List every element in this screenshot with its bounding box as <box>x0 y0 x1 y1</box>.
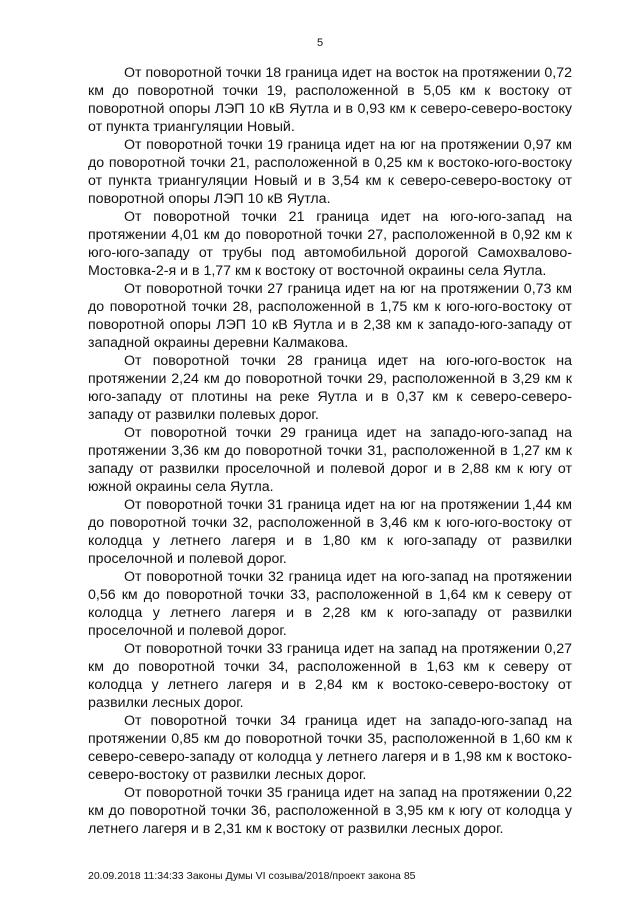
paragraph: От поворотной точки 28 граница идет на юго-юго-восток на протяжении 2,24 км до поворотной точки 29, расположенной в 3,29 км к юго-западу от плотины на реке Яутла и в 0,37 км к северо-северо-западу от развилки полевых дорог. <box>88 353 572 423</box>
page-footer: 20.09.2018 11:34:33 Законы Думы VI созыва/2018/проект закона 85 <box>88 870 416 882</box>
paragraph: От поворотной точки 32 граница идет на юго-запад на протяжении 0,56 км до поворотной точки 33, расположенной в 1,64 км к северу от колодца у летнего лагеря и в 2,28 км к юго-западу от развилки проселочной и полевой дорог. <box>88 569 572 639</box>
paragraph: От поворотной точки 35 граница идет на запад на протяжении 0,22 км до поворотной точки 36, расположенной в 3,95 км к югу от колодца у летнего лагеря и в 2,31 км к востоку от развилки лесных дорог. <box>88 785 572 837</box>
paragraph: От поворотной точки 29 граница идет на западо-юго-запад на протяжении 3,36 км до поворотной точки 31, расположенной в 1,27 км к западу от развилки проселочной и полевой дорог и в 2,88 км к югу от южной окраины села Яутла. <box>88 425 572 495</box>
paragraph: От поворотной точки 27 граница идет на юг на протяжении 0,73 км до поворотной точки 28, расположенной в 1,75 км к юго-юго-востоку от поворотной опоры ЛЭП 10 кВ Яутла и в 2,38 км к западо-юго-западу от западной окраины деревни Калмакова. <box>88 281 572 351</box>
paragraph: От поворотной точки 21 граница идет на юго-юго-запад на протяжении 4,01 км до поворотной точки 27, расположенной в 0,92 км к юго-юго-западу от трубы под автомобильной дорогой Самохвалово-Мостовка-2-я и в 1,77 км к востоку от восточной окраины села Яутла. <box>88 209 572 279</box>
paragraph: От поворотной точки 34 граница идет на западо-юго-запад на протяжении 0,85 км до поворотной точки 35, расположенной в 1,60 км к северо-северо-западу от колодца у летнего лагеря и в 1,98 км к востоко-северо-востоку от развилки лесных дорог. <box>88 713 572 783</box>
paragraph: От поворотной точки 33 граница идет на запад на протяжении 0,27 км до поворотной точки 34, расположенной в 1,63 км к северу от колодца у летнего лагеря и в 2,84 км к востоко-северо-востоку от развилки лесных дорог. <box>88 641 572 711</box>
paragraph: От поворотной точки 31 граница идет на юг на протяжении 1,44 км до поворотной точки 32, расположенной в 3,46 км к юго-юго-востоку от колодца у летнего лагеря и в 1,80 км к юго-западу от развилки проселочной и полевой дорог. <box>88 497 572 567</box>
paragraph: От поворотной точки 18 граница идет на восток на протяжении 0,72 км до поворотной точки 19, расположенной в 5,05 км к востоку от поворотной опоры ЛЭП 10 кВ Яутла и в 0,93 км к северо-северо-востоку от пункта триангуляции Новый. <box>88 65 572 135</box>
document-body <box>88 64 572 838</box>
paragraph: От поворотной точки 19 граница идет на юг на протяжении 0,97 км до поворотной точки 21, расположенной в 0,25 км к востоко-юго-востоку от пункта триангуляции Новый и в 3,54 км к северо-северо-востоку от поворотной опоры ЛЭП 10 кВ Яутла. <box>88 137 572 207</box>
page-number: 5 <box>316 37 324 49</box>
